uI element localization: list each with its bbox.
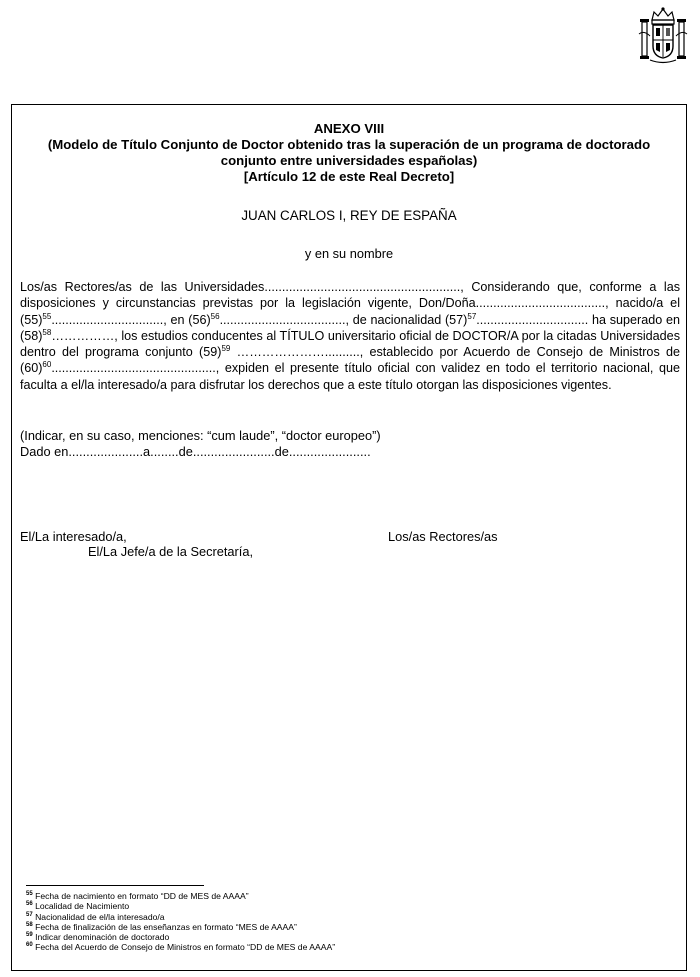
signature-interesado: El/La interesado/a, (20, 529, 127, 544)
body-text-2: ................................, en (56) (51, 312, 211, 327)
body-text-5: ……………, los estudios conducentes al TÍTULO universitario oficial de DOCTOR/A por la citadas Universidades dentro del programa conjunto (59) (20, 328, 680, 360)
footnote-text: Fecha del Acuerdo de Consejo de Ministros en formato “DD de MES de AAAA” (35, 942, 336, 953)
footnotes (26, 891, 335, 953)
body-text-4: ................................ ha superado en (58) (20, 312, 680, 343)
dado-en-line: Dado en.....................a........de.......................de....................... (20, 444, 371, 459)
footnote-ref-60: 60 (42, 360, 52, 370)
footnote-ref-56: 56 (210, 311, 220, 321)
footnote-item (26, 942, 335, 952)
footnote-text: Fecha de finalización de las enseñanzas en formato “MES de AAAA” (35, 921, 297, 932)
footnote-text: Indicar denominación de doctorado (35, 932, 170, 943)
footnote-number: 60 (26, 942, 33, 949)
footnote-item (26, 932, 335, 942)
footnote-ref-57: 57 (467, 311, 477, 321)
footnote-divider (26, 885, 204, 886)
footnote-number: 57 (26, 911, 33, 918)
mentions-block (20, 428, 680, 460)
footnote-item (26, 901, 335, 911)
body-text-7: ..............................................., expiden el presente título oficial con validez en todo el territorio nacional, que faculta a el/la interesado/a para disfrutar los derechos que a este título otorgan las disposiciones vigentes. (20, 361, 680, 392)
footnote-number: 55 (26, 891, 33, 898)
king-line: JUAN CARLOS I, REY DE ESPAÑA (241, 208, 457, 223)
footnote-ref-55: 55 (42, 311, 52, 321)
footnote-ref-59: 59 (221, 344, 231, 353)
body-paragraph (20, 279, 680, 393)
footnote-ref-58: 58 (42, 327, 52, 337)
footnote-item (26, 891, 335, 901)
in-name-line: y en su nombre (304, 246, 394, 261)
signature-jefe-secretaria: El/La Jefe/a de la Secretaría, (88, 544, 254, 559)
footnote-text: Fecha de nacimiento en formato “DD de MES de AAAA” (35, 891, 249, 901)
footnote-number: 59 (26, 932, 33, 939)
mentions-note: (Indicar, en su caso, menciones: “cum laude”, “doctor europeo”) (20, 428, 381, 443)
footnote-item (26, 922, 335, 932)
footnote-number: 56 (26, 901, 33, 908)
annex-subtitle: (Modelo de Título Conjunto de Doctor obtenido tras la superación de un programa de doctorado conjunto entre universidades españolas) (47, 137, 651, 168)
coat-of-arms-icon (636, 6, 690, 66)
footnote-item (26, 912, 335, 922)
document-frame (11, 104, 687, 971)
annex-title: ANEXO VIII (313, 121, 385, 136)
footnote-text: Localidad de Nacimiento (35, 901, 130, 912)
body-text-6: ………………….........., establecido por Acuerdo de Consejo de Ministros de (60) (20, 345, 680, 376)
footnote-number: 58 (26, 922, 33, 929)
signature-rectores: Los/as Rectores/as (388, 529, 498, 544)
body-text-1: Los/as Rectores/as de las Universidades........................................................, Considerando que, conforme a las disposiciones y circunstancias previstas por la legislación vigente, Don/Doña....................................., nacido/a el (55) (20, 280, 680, 327)
footnote-text: Nacionalidad de el/la interesado/a (35, 911, 165, 922)
document-header (12, 121, 686, 185)
article-reference: [Artículo 12 de este Real Decreto] (243, 169, 455, 184)
body-text-3: ...................................., de nacionalidad (57) (219, 312, 468, 327)
